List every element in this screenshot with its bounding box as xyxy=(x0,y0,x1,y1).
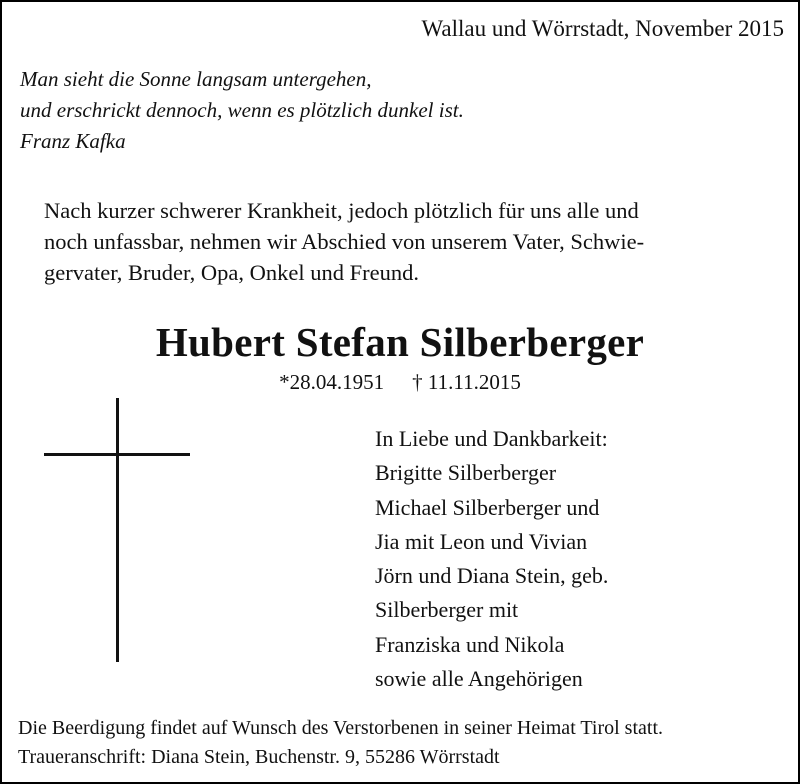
mourner-line: Jörn und Diana Stein, geb. xyxy=(375,563,609,589)
mourner-line: Brigitte Silberberger xyxy=(375,460,557,486)
quote-line: Man sieht die Sonne langsam untergehen, xyxy=(20,67,372,91)
mourner-line: Michael Silberberger und xyxy=(375,494,600,520)
mourners-heading: In Liebe und Dankbarkeit: xyxy=(375,426,608,451)
mourners-list xyxy=(375,422,608,696)
footer xyxy=(18,714,663,772)
deceased-name: Hubert Stefan Silberberger xyxy=(155,319,645,365)
quote-author: Franz Kafka xyxy=(20,129,126,153)
intro-line: noch unfassbar, nehmen wir Abschied von unserem Vater, Schwie- xyxy=(44,229,645,254)
place-date: Wallau und Wörrstadt, November 2015 xyxy=(421,16,784,41)
life-dates xyxy=(2,370,798,395)
obituary-notice xyxy=(2,2,798,782)
intro-line: Nach kurzer schwerer Krankheit, jedoch plötzlich für uns alle und xyxy=(44,198,639,223)
cross-vertical-bar xyxy=(116,398,119,662)
burial-note: Die Beerdigung findet auf Wunsch des Verstorbenen in seiner Heimat Tirol statt. xyxy=(18,717,663,739)
intro-text xyxy=(44,195,644,288)
mourning-address: Traueranschrift: Diana Stein, Buchenstr. 9, 55286 Wörrstadt xyxy=(18,746,500,768)
mourner-line: Silberberger mit xyxy=(375,597,519,623)
quote xyxy=(20,64,464,157)
quote-line: und erschrickt dennoch, wenn es plötzlich dunkel ist. xyxy=(20,98,464,122)
birth-date: *28.04.1951 xyxy=(279,370,385,394)
intro-line: gervater, Bruder, Opa, Onkel und Freund. xyxy=(44,260,419,285)
death-date: † 11.11.2015 xyxy=(412,370,521,394)
mourner-line: Jia mit Leon und Vivian xyxy=(375,528,588,554)
mourner-line: Franziska und Nikola xyxy=(375,631,565,657)
mourner-line: sowie alle Angehörigen xyxy=(375,666,583,692)
cross-horizontal-bar xyxy=(44,453,190,456)
